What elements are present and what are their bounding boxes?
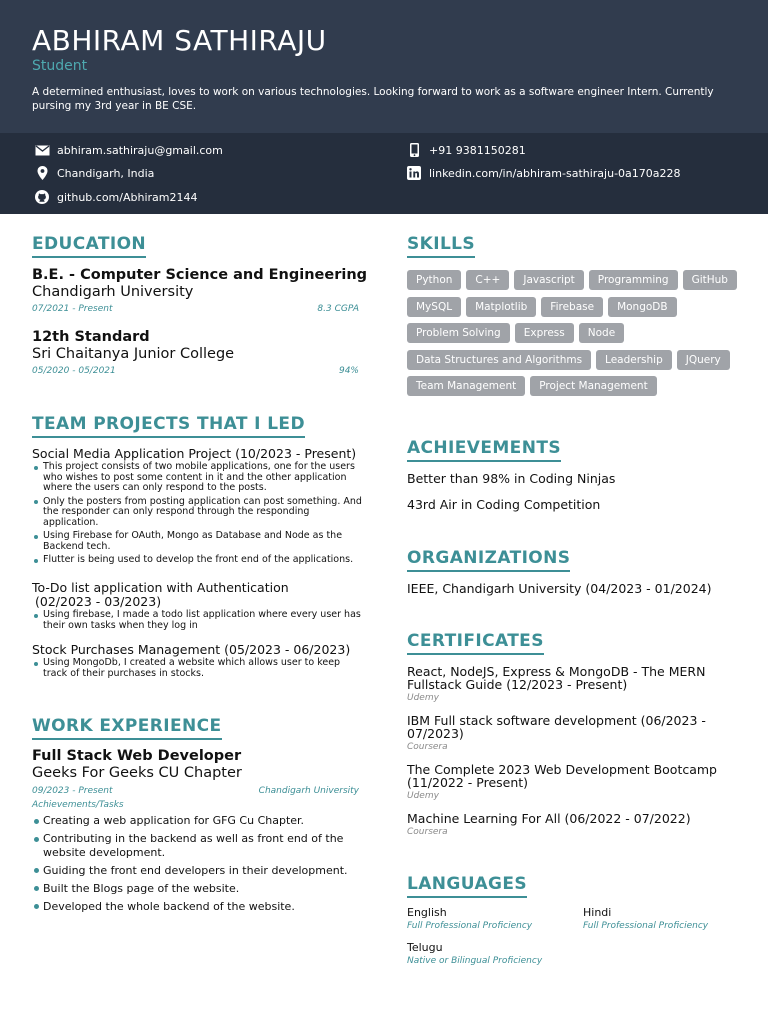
certificate-name: React, NodeJS, Express & MongoDB - The MERN Fullstack Guide (12/2023 - Present) (407, 664, 706, 692)
list-item: Using MongoDb, I created a website which allows user to keep track of their purchases in stocks. (32, 658, 362, 679)
projects-title: TEAM PROJECTS THAT I LED (32, 414, 305, 438)
skill-tag: Project Management (530, 376, 656, 396)
certificate-issuer: Udemy (407, 693, 439, 703)
skill-tag: Javascript (514, 270, 583, 290)
certificate-issuer: Coursera (407, 742, 448, 752)
list-item: Contributing in the backend as well as front end of the website development. (32, 832, 362, 859)
skill-tag: MySQL (407, 297, 461, 317)
certificates-title: CERTIFICATES (407, 631, 544, 655)
organizations-title: ORGANIZATIONS (407, 548, 570, 572)
list-item: Using Firebase for OAuth, Mongo as Database and Node as the Backend tech. (32, 531, 362, 552)
project-bullets (32, 462, 362, 569)
work-company: Geeks For Geeks CU Chapter (32, 765, 242, 781)
project-bullets (32, 610, 362, 634)
skill-tag: Matplotlib (466, 297, 536, 317)
skill-tag: Problem Solving (407, 323, 510, 343)
github-text: github.com/Abhiram2144 (57, 190, 198, 204)
location-pin-icon (34, 165, 50, 181)
language-level: Full Professional Proficiency (583, 921, 709, 931)
skills-list (407, 270, 742, 396)
skill-tag: Team Management (407, 376, 525, 396)
certificate-issuer: Coursera (407, 827, 448, 837)
skill-tag: MongoDB (608, 297, 677, 317)
work-dates: 09/2023 - Present (32, 786, 113, 796)
project-title: Stock Purchases Management (05/2023 - 06/2023) (32, 642, 351, 657)
skill-tag: Data Structures and Algorithms (407, 350, 591, 370)
education-title: EDUCATION (32, 234, 146, 258)
achievements-title: ACHIEVEMENTS (407, 438, 561, 462)
skill-tag: Python (407, 270, 461, 290)
work-title: WORK EXPERIENCE (32, 716, 222, 740)
skills-title: SKILLS (407, 234, 475, 258)
education-degree: 12th Standard (32, 329, 150, 345)
summary-text: A determined enthusiast, loves to work on various technologies. Looking forward to work as a software engineer Intern. Currently pursing my 3rd year in BE CSE. (32, 86, 714, 112)
project-title: To-Do list application with Authentication (32, 580, 289, 595)
skill-tag: JQuery (677, 350, 730, 370)
phone-icon (406, 142, 422, 158)
list-item: Creating a web application for GFG Cu Chapter. (32, 814, 362, 828)
certificate-name: The Complete 2023 Web Development Bootcamp (11/2022 - Present) (407, 762, 717, 790)
envelope-icon (34, 142, 50, 158)
work-bullets (32, 814, 362, 918)
resume-header (0, 0, 768, 133)
skill-tag: Programming (589, 270, 678, 290)
project-dates: (02/2023 - 03/2023) (35, 594, 162, 609)
organization-item: IEEE, Chandigarh University (04/2023 - 01/2024) (407, 581, 712, 596)
list-item: Built the Blogs page of the website. (32, 882, 362, 896)
project-title: Social Media Application Project (10/2023 - Present) (32, 446, 357, 461)
languages-title: LANGUAGES (407, 874, 527, 898)
email-text: abhiram.sathiraju@gmail.com (57, 143, 223, 157)
candidate-role: Student (32, 58, 88, 74)
list-item: Only the posters from posting application can post something. And the responder can only respond through the responding application. (32, 497, 362, 529)
education-grade: 94% (338, 366, 359, 376)
location-text: Chandigarh, India (57, 166, 155, 180)
language-level: Native or Bilingual Proficiency (407, 956, 543, 966)
achievement-item: 43rd Air in Coding Competition (407, 497, 601, 512)
skill-tag: Express (515, 323, 574, 343)
list-item: Developed the whole backend of the website. (32, 900, 362, 914)
phone-text: +91 9381150281 (429, 143, 526, 157)
contact-email[interactable] (34, 142, 223, 158)
skill-tag: C++ (466, 270, 509, 290)
linkedin-icon (406, 165, 422, 181)
contact-github[interactable] (34, 189, 197, 205)
skill-tag: Node (579, 323, 624, 343)
achievement-item: Better than 98% in Coding Ninjas (407, 471, 616, 486)
language-name: English (407, 906, 447, 919)
education-grade: 8.3 CGPA (317, 304, 359, 314)
skill-tag: GitHub (683, 270, 737, 290)
candidate-name: ABHIRAM SATHIRAJU (32, 24, 327, 57)
language-level: Full Professional Proficiency (407, 921, 533, 931)
list-item: Flutter is being used to develop the front end of the applications. (32, 555, 362, 566)
work-position: Full Stack Web Developer (32, 748, 242, 764)
project-bullets (32, 658, 362, 682)
certificate-issuer: Udemy (407, 791, 439, 801)
list-item: Guiding the front end developers in their development. (32, 864, 362, 878)
contact-location (34, 165, 154, 181)
contact-bar (0, 133, 768, 214)
education-dates: 05/2020 - 05/2021 (32, 366, 116, 376)
work-location: Chandigarh University (258, 786, 359, 796)
work-achievements-label: Achievements/Tasks (32, 800, 124, 810)
linkedin-text: linkedin.com/in/abhiram-sathiraju-0a170a228 (429, 166, 681, 180)
language-name: Telugu (407, 941, 443, 954)
education-dates: 07/2021 - Present (32, 304, 113, 314)
education-institution: Chandigarh University (32, 284, 194, 300)
contact-linkedin[interactable] (406, 165, 681, 181)
certificate-name: Machine Learning For All (06/2022 - 07/2022) (407, 811, 691, 826)
contact-phone[interactable] (406, 142, 526, 158)
language-name: Hindi (583, 906, 612, 919)
skill-tag: Leadership (596, 350, 672, 370)
education-institution: Sri Chaitanya Junior College (32, 346, 235, 362)
certificate-name: IBM Full stack software development (06/2023 - 07/2023) (407, 713, 706, 741)
github-icon (34, 189, 50, 205)
education-degree: B.E. - Computer Science and Engineering (32, 267, 368, 283)
list-item: Using firebase, I made a todo list application where every user has their own tasks when they log in (32, 610, 362, 631)
list-item: This project consists of two mobile applications, one for the users who wishes to post some content in it and the other application where the users can only respond to the posts. (32, 462, 362, 494)
skill-tag: Firebase (541, 297, 603, 317)
